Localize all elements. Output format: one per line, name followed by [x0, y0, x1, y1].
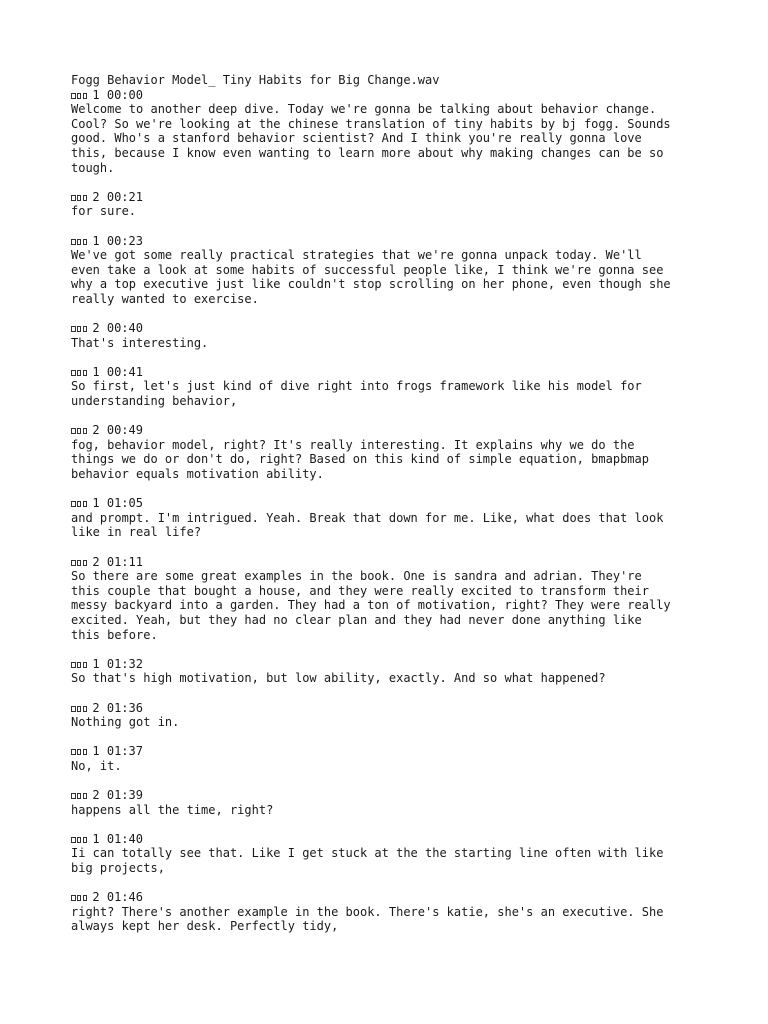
- transcript-entry: [71, 832, 711, 876]
- timestamp: 00:23: [106, 233, 143, 248]
- speaker-number: 1: [92, 831, 100, 846]
- speech-text: No, it.: [71, 758, 122, 773]
- speaker-line: [71, 190, 711, 205]
- speech-text: Nothing got in.: [71, 715, 180, 730]
- speaker-line: [71, 744, 711, 759]
- transcript-page: [71, 73, 711, 949]
- transcript-entry: [71, 234, 711, 307]
- transcript-entry: [71, 190, 711, 219]
- speaker-number: 2: [92, 189, 100, 204]
- speaker-line: [71, 555, 711, 570]
- speaker-line: [71, 701, 711, 716]
- speaker-line: [71, 788, 711, 803]
- speech-text: Ii can totally see that. Like I get stuck at the the starting line often with like big projects,: [71, 846, 664, 876]
- timestamp: 01:11: [106, 554, 143, 569]
- speaker-number: 1: [92, 87, 100, 102]
- speaker-number: 2: [92, 321, 100, 336]
- missing-glyph-icon: [71, 190, 88, 205]
- missing-glyph-icon: [71, 496, 88, 511]
- timestamp: 01:46: [106, 890, 143, 905]
- missing-glyph-icon: [71, 832, 88, 847]
- speech-text: So that's high motivation, but low ability, exactly. And so what happened?: [71, 671, 606, 686]
- transcript-entry: [71, 657, 711, 686]
- speech-text: fog, behavior model, right? It's really interesting. It explains why we do the things we do or don't do, right? Based on this kind of simple equation, bmapbmap behavior equals motivation ability.: [71, 437, 649, 482]
- timestamp: 00:41: [106, 364, 143, 379]
- speaker-number: 2: [92, 788, 100, 803]
- timestamp: 00:00: [106, 87, 143, 102]
- speaker-line: [71, 423, 711, 438]
- transcript-entry: [71, 701, 711, 730]
- missing-glyph-icon: [71, 321, 88, 336]
- speaker-number: 1: [92, 364, 100, 379]
- transcript-entry: [71, 423, 711, 481]
- transcript-entry: [71, 788, 711, 817]
- timestamp: 01:40: [106, 831, 143, 846]
- speech-text: Welcome to another deep dive. Today we're gonna be talking about behavior change. Cool? So we're looking at the chinese translation of tiny habits by bj fogg. Sounds good. Who's a stanford behavior scientist? And I think you're really gonna love this, because I know even wanting to learn more about why making changes can be so tough.: [71, 102, 671, 175]
- speech-text: So there are some great examples in the book. One is sandra and adrian. They're this couple that bought a house, and they were really excited to transform their messy backyard into a garden. They had a ton of motivation, right? They were really excited. Yeah, but they had no clear plan and they had never done anything like this before.: [71, 569, 671, 642]
- timestamp: 00:40: [106, 321, 143, 336]
- speaker-line: [71, 657, 711, 672]
- speaker-line: [71, 890, 711, 905]
- speech-text: happens all the time, right?: [71, 802, 274, 817]
- transcript-entry: [71, 496, 711, 540]
- timestamp: 00:49: [106, 423, 143, 438]
- timestamp: 01:36: [106, 700, 143, 715]
- speech-text: and prompt. I'm intrigued. Yeah. Break that down for me. Like, what does that look like in real life?: [71, 510, 664, 540]
- speaker-number: 1: [92, 656, 100, 671]
- transcript-entries: [71, 88, 711, 934]
- missing-glyph-icon: [71, 555, 88, 570]
- timestamp: 01:32: [106, 656, 143, 671]
- speaker-line: [71, 88, 711, 103]
- speaker-line: [71, 832, 711, 847]
- transcript-entry: [71, 321, 711, 350]
- transcript-entry: [71, 365, 711, 409]
- speaker-number: 2: [92, 554, 100, 569]
- speaker-line: [71, 234, 711, 249]
- missing-glyph-icon: [71, 365, 88, 380]
- timestamp: 01:39: [106, 788, 143, 803]
- speech-text: So first, let's just kind of dive right into frogs framework like his model for understanding behavior,: [71, 379, 642, 409]
- speaker-number: 1: [92, 744, 100, 759]
- speaker-number: 1: [92, 233, 100, 248]
- timestamp: 00:21: [106, 189, 143, 204]
- timestamp: 01:05: [106, 496, 143, 511]
- transcript-entry: [71, 744, 711, 773]
- speaker-number: 2: [92, 890, 100, 905]
- transcript-entry: [71, 88, 711, 176]
- speech-text: right? There's another example in the book. There's katie, she's an executive. She always kept her desk. Perfectly tidy,: [71, 904, 664, 934]
- transcript-entry: [71, 890, 711, 934]
- missing-glyph-icon: [71, 788, 88, 803]
- missing-glyph-icon: [71, 701, 88, 716]
- speech-text: We've got some really practical strategies that we're gonna unpack today. We'll even take a look at some habits of successful people like, I think we're gonna see why a top executive just like couldn't stop scrolling on her phone, even though she really wanted to exercise.: [71, 248, 671, 306]
- missing-glyph-icon: [71, 890, 88, 905]
- speaker-line: [71, 496, 711, 511]
- missing-glyph-icon: [71, 744, 88, 759]
- speech-text: for sure.: [71, 204, 137, 219]
- speaker-line: [71, 365, 711, 380]
- missing-glyph-icon: [71, 234, 88, 249]
- missing-glyph-icon: [71, 657, 88, 672]
- speaker-number: 2: [92, 423, 100, 438]
- speaker-line: [71, 321, 711, 336]
- document-title: Fogg Behavior Model_ Tiny Habits for Big Change.wav: [71, 73, 440, 87]
- speaker-number: 1: [92, 496, 100, 511]
- speaker-number: 2: [92, 700, 100, 715]
- timestamp: 01:37: [106, 744, 143, 759]
- speech-text: That's interesting.: [71, 335, 209, 350]
- missing-glyph-icon: [71, 88, 88, 103]
- missing-glyph-icon: [71, 423, 88, 438]
- transcript-entry: [71, 555, 711, 643]
